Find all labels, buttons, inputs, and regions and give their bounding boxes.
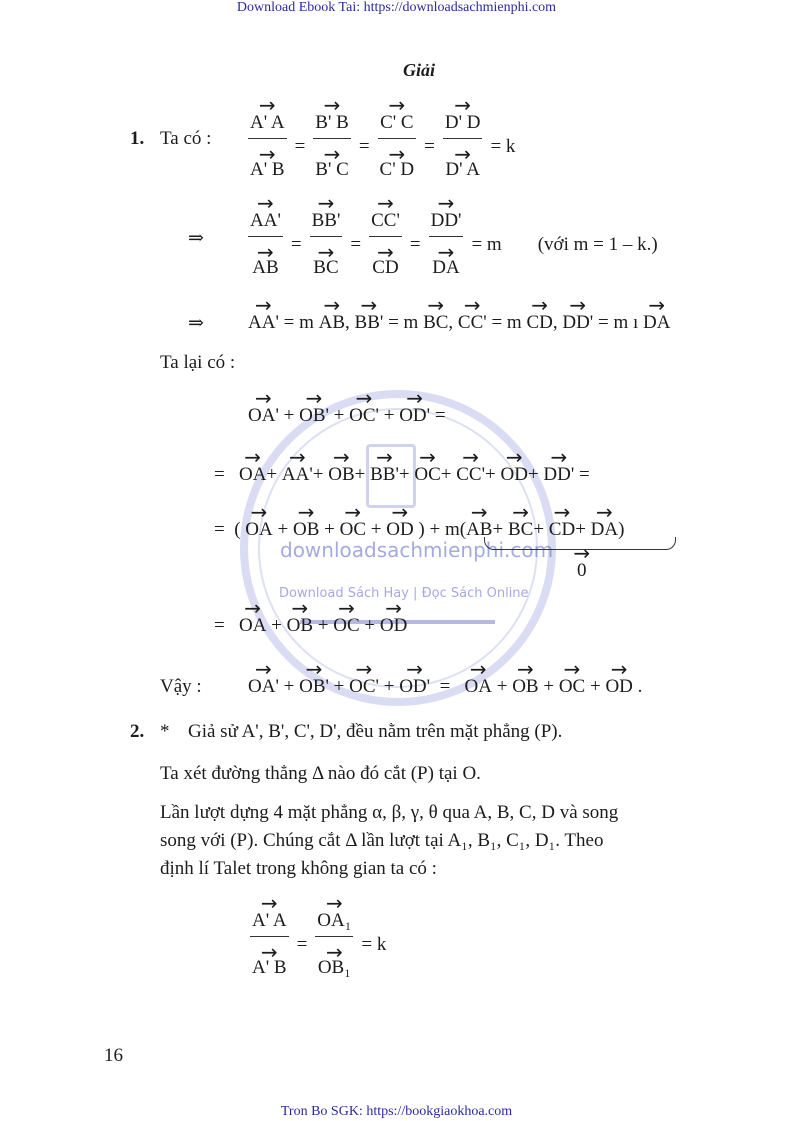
page-title: Giải (403, 60, 436, 80)
ta-lai-co: Ta lại có : (160, 352, 236, 373)
vector: → OB (287, 615, 313, 637)
fraction (315, 910, 353, 979)
vector: → A' B (252, 957, 287, 979)
operator: = m (491, 312, 522, 333)
vector: → C' C (380, 112, 414, 134)
fraction (443, 112, 483, 181)
header-link[interactable]: Download Ebook Tai: https://downloadsachmienphi.com (236, 0, 557, 15)
vector: → B' C (315, 159, 349, 181)
fraction (429, 210, 464, 279)
talet-equation: → A' A → A' B = → OA₁ → OB₁ = k (250, 910, 386, 979)
part1-lead: Ta có : (160, 128, 212, 149)
equation-rhs: = k (490, 135, 516, 157)
operator: = m ı (597, 312, 639, 333)
vector: → BB' (312, 210, 341, 232)
vector: → OC (559, 676, 585, 698)
vector: → D' D (445, 112, 481, 134)
vector: → DD' (562, 312, 593, 334)
vay-label: Vậy : (160, 676, 202, 697)
vector: → BB' (370, 464, 399, 486)
vector: → OC (414, 464, 440, 486)
vector: → OD (500, 464, 527, 486)
vector: → OB (293, 519, 319, 541)
vector: → AB (466, 519, 492, 541)
page-number: 16 (104, 1045, 123, 1066)
final-line: = → OA + → OB + → OC + → OD (214, 615, 407, 637)
vector: → AA' (282, 464, 313, 486)
expand-line: = → OA+ → AA'+ → OB+ → BB'+ → OC+ → CC'+ → OD+ → DD' = (214, 464, 590, 486)
vector: → B' B (315, 112, 349, 134)
part2-paragraph: định lí Talet trong không gian ta có : (160, 858, 437, 879)
vector: → OD' (399, 405, 430, 427)
vector: → BC (423, 312, 448, 334)
fraction (310, 210, 343, 279)
vector: → OB' (299, 676, 329, 698)
vector: → A' B (250, 159, 285, 181)
part2-paragraph: Ta xét đường thẳng Δ nào đó cắt (P) tại O. (160, 763, 481, 784)
vector: → CD (372, 257, 398, 279)
fraction (369, 210, 402, 279)
operator: + m (429, 519, 460, 540)
vector: → OC (340, 519, 366, 541)
group-line: = ( → OA + → OB + → OC + → OD ) + m(→ AB+ → BC+ → CD+ → DA) (214, 519, 624, 541)
vector: → BC (313, 257, 338, 279)
part1-number: 1. (130, 128, 145, 149)
part2-star: * (160, 721, 170, 742)
vector: → CC' (456, 464, 485, 486)
vector: → 0 (577, 560, 587, 582)
vector: → AA' (250, 210, 281, 232)
fraction (248, 112, 287, 181)
ratio-line-2: → AA' → AB = → BB' → BC = → CC' → CD = → DD' → DA = m (với m = 1 – k.) (248, 210, 658, 279)
implies-symbol: ⇒ (188, 228, 204, 249)
part2-paragraph: song với (P). Chúng cắt Δ lần lượt tại A₁, B₁, C₁, D₁. Theo (160, 830, 604, 851)
zero-vector (577, 560, 587, 582)
vector: → OA' (248, 405, 279, 427)
equation-note: (với m = 1 – k.) (537, 233, 658, 255)
vector: → OD (386, 519, 413, 541)
vector: → OC (333, 615, 359, 637)
vector: → BB' (355, 312, 384, 334)
fraction (248, 210, 283, 279)
footer-link[interactable]: Tron Bo SGK: https://bookgiaokhoa.com (280, 1104, 513, 1119)
vector: → DA (432, 257, 459, 279)
vector: → D' A (445, 159, 480, 181)
vector: → OB' (299, 405, 329, 427)
vector: → DD' (431, 210, 462, 232)
equation-rhs: = m (471, 233, 502, 255)
ratio-line-1: → A' A → A' B = → B' B → B' C = → C' C → C' D = → D' D → D' A = k (248, 112, 515, 181)
vector: → OA (239, 615, 266, 637)
fraction (313, 112, 351, 181)
part2-paragraph: Lần lượt dựng 4 mặt phẳng α, β, γ, θ qua A, B, C, D và song (160, 802, 619, 823)
vector: → CC' (458, 312, 487, 334)
vector: → OA' (248, 676, 279, 698)
equation-rhs: = k (361, 933, 387, 955)
vector: → CD (549, 519, 575, 541)
vector: → C' D (380, 159, 415, 181)
vector: → OD (380, 615, 407, 637)
watermark-tagline: Download Sách Hay | Đọc Sách Online (279, 586, 529, 601)
vector: → CD (526, 312, 552, 334)
vector: → OD (605, 676, 632, 698)
vector-equation-line: → AA' = m → AB, → BB' = m → BC, → CC' = m → CD, → DD' = m ı → DA (248, 312, 670, 334)
vector: → OB (512, 676, 538, 698)
part2-number: 2. (130, 721, 145, 742)
vector: → DA (643, 312, 670, 334)
vector: → OA (245, 519, 272, 541)
fraction (378, 112, 417, 181)
fraction (250, 910, 289, 979)
vector: → OD' (399, 676, 430, 698)
vector: → AB (252, 257, 278, 279)
vector: → OC' (349, 405, 379, 427)
implies-symbol: ⇒ (188, 313, 204, 334)
conclusion-line: → OA' + → OB' + → OC' + → OD' = → OA + → OB + → OC + → OD . (248, 676, 642, 698)
vector: → A' A (250, 112, 285, 134)
operator: = m (388, 312, 419, 333)
vector: → BC (508, 519, 533, 541)
sum-line: → OA' + → OB' + → OC' + → OD' = (248, 405, 446, 427)
operator: = m (283, 312, 314, 333)
part2-paragraph: Giả sử A', B', C', D', đều nằm trên mặt phẳng (P). (188, 721, 563, 742)
vector: → OA (239, 464, 266, 486)
vector: → OC' (349, 676, 379, 698)
watermark-site: downloadsachmienphi.com (280, 538, 554, 562)
vector: → AB (319, 312, 345, 334)
vector: → OB (328, 464, 354, 486)
vector: → CC' (371, 210, 400, 232)
vector: → DA (591, 519, 618, 541)
vector: → OB₁ (318, 957, 351, 979)
vector: → A' A (252, 910, 287, 932)
vector: → DD' (543, 464, 574, 486)
vector: → AA' (248, 312, 279, 334)
vector: → OA₁ (317, 910, 351, 932)
vector: → OA (465, 676, 492, 698)
